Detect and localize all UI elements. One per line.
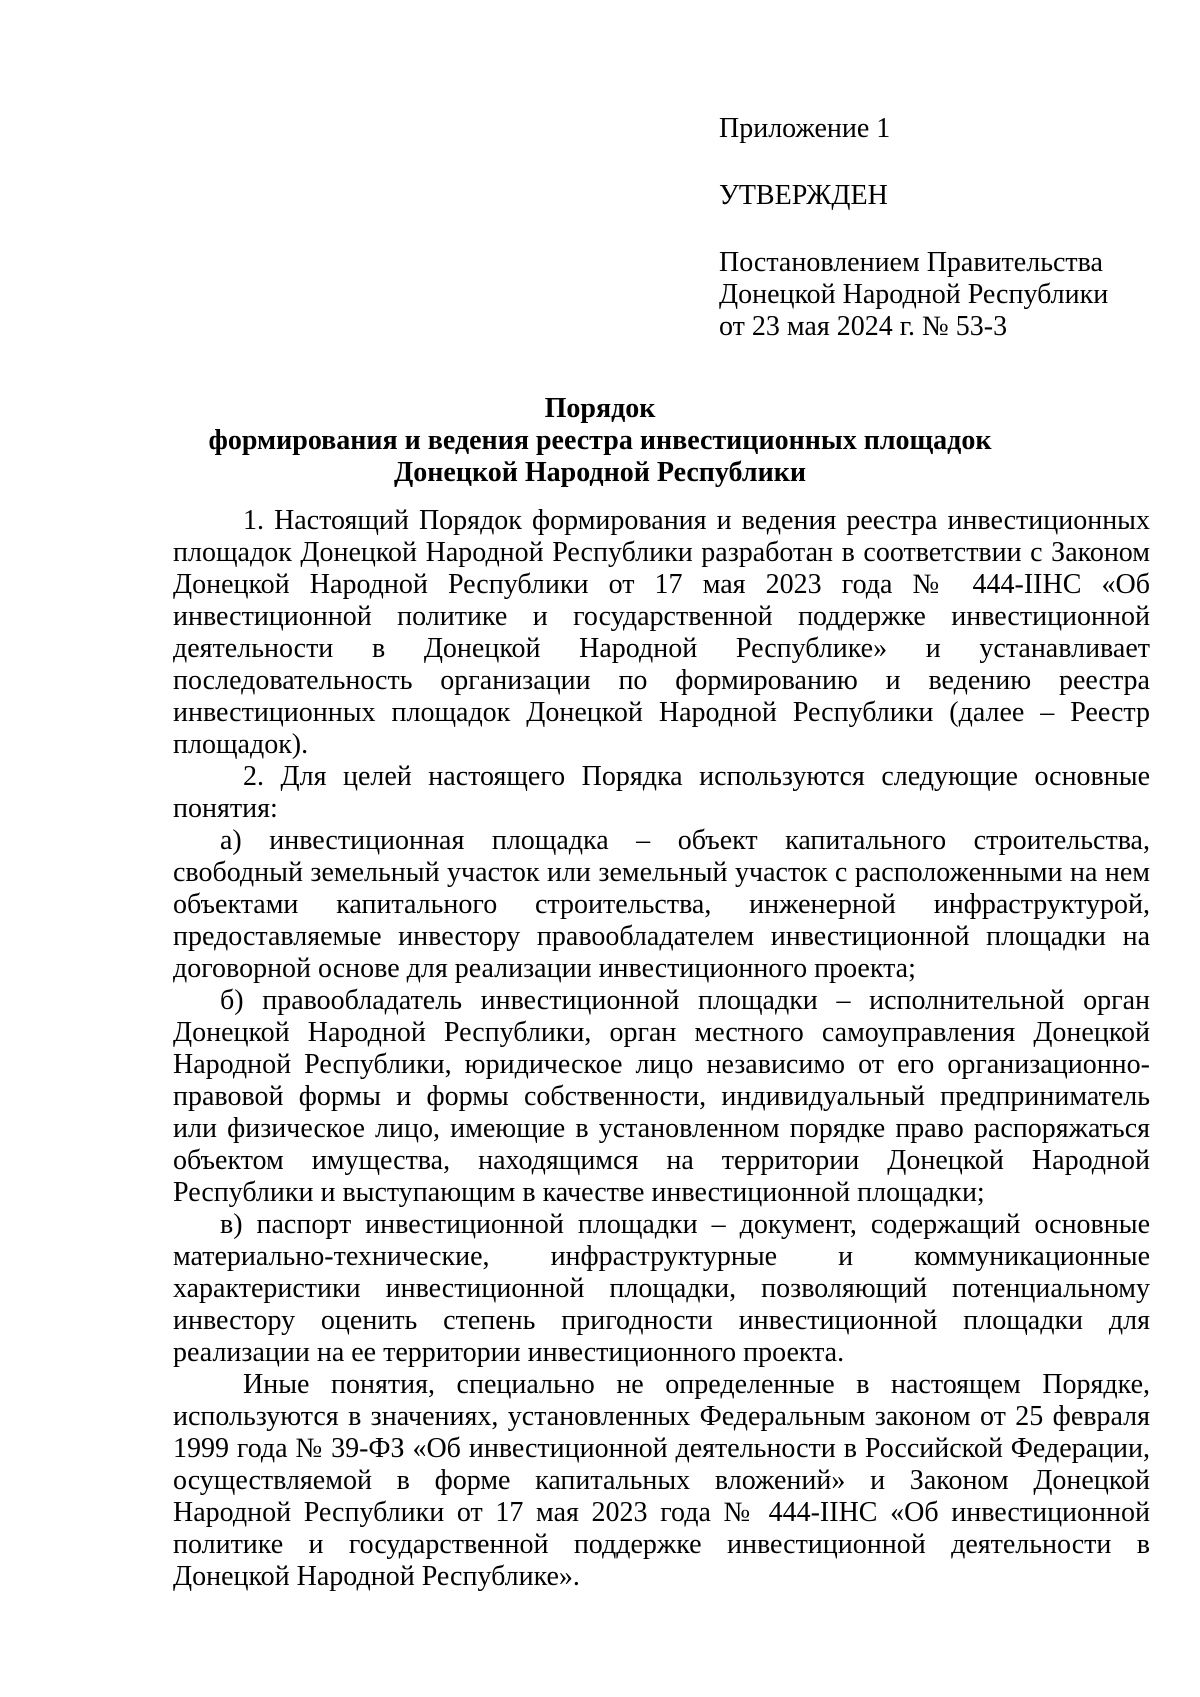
title-line-1: Порядок [544,393,656,424]
decree-reference [719,247,1159,343]
approved-label: УТВЕРЖДЕН [719,180,888,211]
paragraph-2: 2. Для целей настоящего Порядка используются следующие основные понятия: [173,761,1150,824]
document-title [150,393,1050,489]
decree-line-2: Донецкой Народной Республики [719,279,1109,310]
title-line-3: Донецкой Народной Республики [394,457,806,488]
decree-line-1: Постановлением Правительства [719,247,1103,278]
definition-b: б) правообладатель инвестиционной площадки – исполнительной орган Донецкой Народной Республики, орган местного самоуправления Донецкой Народной Республики, юридическое лицо независимо от его организационно-правовой формы и формы собственности, индивидуальный предприниматель или физическое лицо, имеющие в установленном порядке право распоряжаться объектом имущества, находящимся на территории Донецкой Народной Республики и выступающим в качестве инвестиционной площадки; [173,985,1150,1208]
paragraph-other-terms: Иные понятия, специально не определенные в настоящем Порядке, используются в значениях, установленных Федеральным законом от 25 февраля 1999 года № 39-ФЗ «Об инвестиционной деятельности в Российской Федерации, осуществляемой в форме капитальных вложений» и Законом Донецкой Народной Республики от 17 мая 2023 года № 444-IIНС «Об инвестиционной политике и государственной поддержке инвестиционной деятельности в Донецкой Народной Республике». [173,1369,1150,1592]
title-line-2: формирования и ведения реестра инвестиционных площадок [208,425,992,456]
definition-a: а) инвестиционная площадка – объект капитального строительства, свободный земельный участок или земельный участок с расположенными на нем объектами капитального строительства, инженерной инфраструктурой, предоставляемые инвестору правообладателем инвестиционной площадки на договорной основе для реализации инвестиционного проекта; [173,825,1150,984]
paragraph-1: 1. Настоящий Порядок формирования и ведения реестра инвестиционных площадок Донецкой Народной Республики разработан в соответствии с Законом Донецкой Народной Республики от 17 мая 2023 года № 444-IIНС «Об инвестиционной политике и государственной поддержке инвестиционной деятельности в Донецкой Народной Республике» и устанавливает последовательность организации по формированию и ведению реестра инвестиционных площадок Донецкой Народной Республики (далее – Реестр площадок). [173,505,1150,760]
decree-line-3: от 23 мая 2024 г. № 53-3 [719,311,1008,342]
document-body [173,505,1150,1593]
definition-v: в) паспорт инвестиционной площадки – документ, содержащий основные материально-технические, инфраструктурные и коммуникационные характеристики инвестиционной площадки, позволяющий потенциальному инвестору оценить степень пригодности инвестиционной площадки для реализации на ее территории инвестиционного проекта. [173,1209,1150,1368]
appendix-label: Приложение 1 [719,113,891,144]
